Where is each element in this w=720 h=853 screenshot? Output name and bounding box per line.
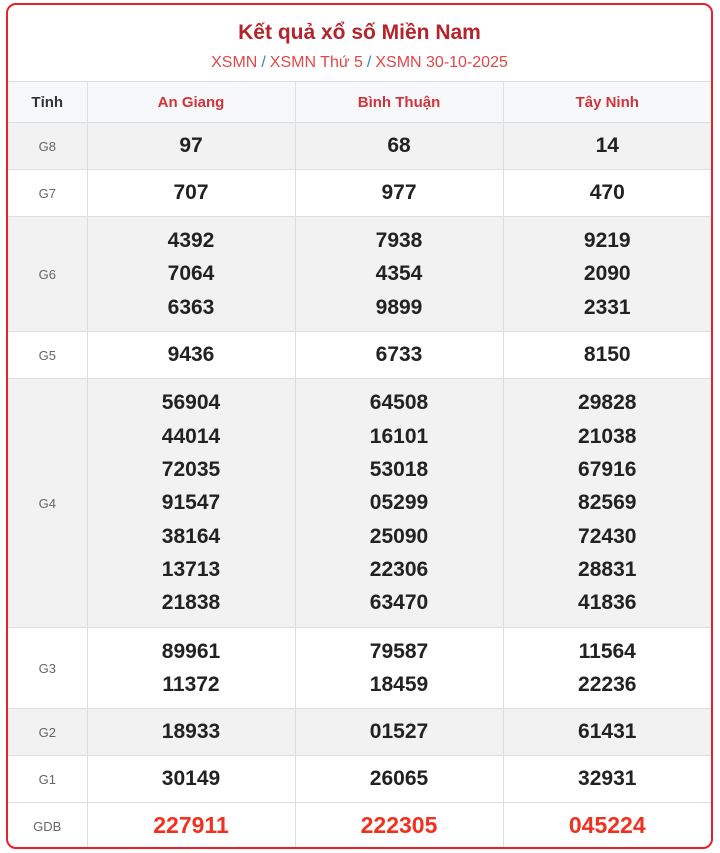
result-number: 2331 [583,295,631,319]
prize-label: GDB [8,803,87,850]
result-cell [87,803,295,850]
title-block [8,5,711,81]
result-cell [503,379,711,628]
result-cell [503,756,711,803]
result-cell [87,123,295,170]
result-cell [503,332,711,379]
result-number: 63470 [369,591,429,615]
result-cell [503,709,711,756]
prize-label: G2 [8,709,87,756]
prize-row-g2 [8,709,711,756]
prize-row-g4 [8,379,711,628]
result-number: 470 [589,181,625,205]
result-number: 9436 [167,343,215,367]
result-number: 6733 [375,343,423,367]
result-number: 29828 [578,391,637,415]
result-cell [295,709,503,756]
prize-row-g1 [8,756,711,803]
result-cell [503,217,711,332]
result-number: 045224 [568,812,646,839]
result-number: 61431 [578,720,637,744]
result-number: 11564 [578,639,636,663]
breadcrumb-separator: / [261,54,266,71]
result-number: 72035 [161,458,221,482]
breadcrumb-link-xsmn[interactable]: XSMN [211,54,258,71]
result-number: 21838 [161,591,221,615]
result-number: 79587 [369,639,429,663]
prize-label: G4 [8,379,87,628]
result-number: 11372 [162,673,220,696]
result-cell [295,628,503,709]
page-title: Kết quả xổ số Miền Nam [238,21,481,44]
result-cell [503,123,711,170]
result-number: 82569 [578,491,637,515]
breadcrumb-separator: / [366,54,372,71]
prize-label: G8 [8,123,87,170]
breadcrumb [8,53,711,73]
result-number: 28831 [578,557,637,581]
result-cell [295,332,503,379]
prize-row-gdb [8,803,711,850]
column-header-tay-ninh[interactable]: Tây Ninh [503,82,711,123]
prize-row-g5 [8,332,711,379]
result-number: 67916 [578,458,637,482]
result-number: 6363 [167,295,215,319]
result-number: 68 [387,134,411,158]
result-cell [87,628,295,709]
breadcrumb-link-xsmn-thu-5[interactable]: XSMN Thứ 5 [269,54,363,71]
result-number: 21038 [578,424,637,448]
result-number: 977 [381,181,417,205]
result-number: 22236 [578,673,637,696]
result-number: 44014 [161,424,221,448]
result-number: 16101 [369,424,429,448]
result-number: 22306 [369,557,429,581]
prize-label: G7 [8,170,87,217]
prize-row-g3 [8,628,711,709]
result-number: 25090 [369,524,429,548]
prize-row-g7 [8,170,711,217]
column-header-an-giang[interactable]: An Giang [87,82,295,123]
result-number: 97 [179,134,203,158]
prize-row-g6 [8,217,711,332]
column-header-binh-thuan[interactable]: Bình Thuận [295,82,503,123]
result-number: 91547 [161,491,221,515]
result-number: 18933 [161,720,221,744]
result-number: 41836 [578,591,637,615]
results-card [6,3,713,849]
result-cell [295,803,503,850]
results-table [8,81,711,849]
result-number: 13713 [161,557,221,581]
result-number: 4392 [167,229,215,253]
result-number: 05299 [369,491,429,515]
result-cell [87,709,295,756]
result-number: 01527 [369,720,429,744]
result-number: 26065 [369,767,429,791]
result-cell [503,170,711,217]
result-cell [295,123,503,170]
result-number: 7938 [375,229,423,253]
result-cell [295,170,503,217]
result-number: 38164 [161,524,221,548]
prize-label: G5 [8,332,87,379]
result-number: 53018 [369,458,429,482]
prize-row-g8 [8,123,711,170]
result-cell [87,217,295,332]
result-number: 32931 [578,767,637,791]
result-number: 227911 [153,812,229,839]
result-cell [87,379,295,628]
result-number: 707 [173,181,209,205]
prize-label: G1 [8,756,87,803]
prize-label: G6 [8,217,87,332]
result-cell [295,379,503,628]
result-number: 8150 [583,343,631,367]
result-number: 9899 [375,295,423,319]
result-cell [87,332,295,379]
result-cell [503,628,711,709]
result-number: 56904 [161,391,221,415]
result-cell [295,756,503,803]
result-number: 30149 [161,767,221,791]
result-cell [87,756,295,803]
result-number: 18459 [369,673,429,696]
result-number: 89961 [161,639,221,663]
result-number: 7064 [167,262,215,286]
result-number: 222305 [360,812,438,839]
result-cell [295,217,503,332]
result-number: 64508 [369,391,429,415]
result-number: 4354 [375,262,423,286]
prize-label: G3 [8,628,87,709]
header-row [8,82,711,123]
column-header-province-label: Tỉnh [8,82,87,123]
result-number: 72430 [578,524,637,548]
result-cell [503,803,711,850]
result-number: 9219 [583,229,631,253]
result-cell [87,170,295,217]
breadcrumb-link-xsmn-date[interactable]: XSMN 30-10-2025 [375,54,508,71]
result-number: 14 [595,134,619,158]
result-number: 2090 [583,262,631,286]
